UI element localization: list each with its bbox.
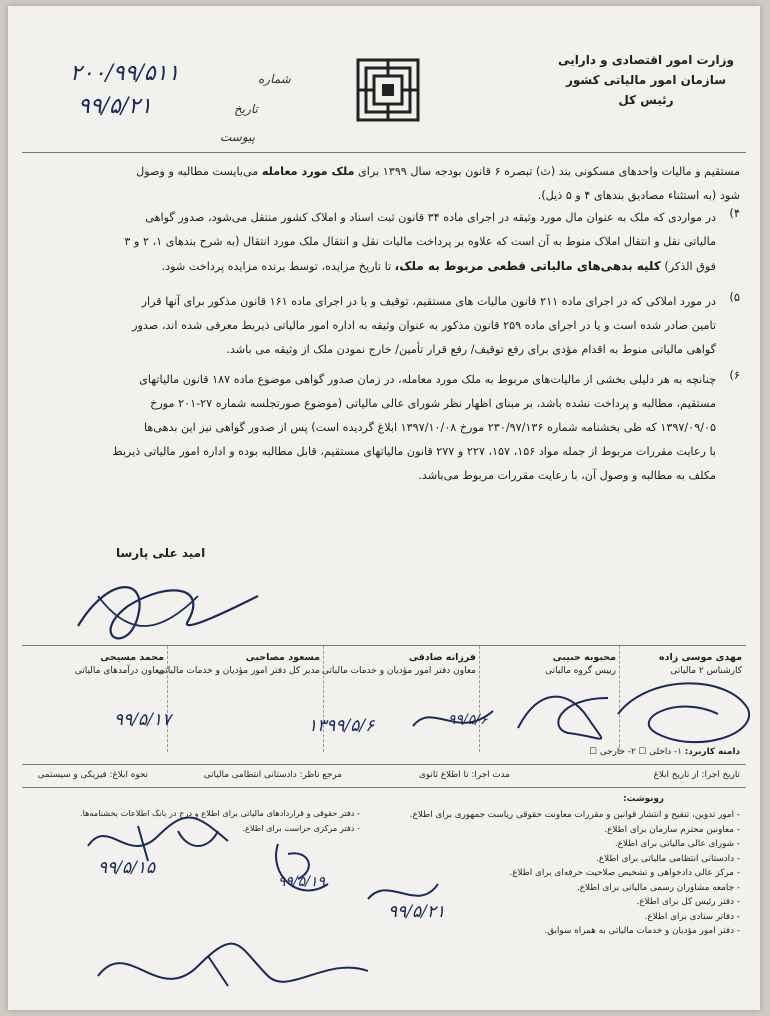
sign-cell-4-name: مسعود مصاحبی (245, 652, 320, 663)
cc-item-2: - معاونین محترم سازمان برای اطلاع. (604, 824, 740, 835)
bottom-scribble-4-icon (88, 936, 378, 1006)
item-5-line-1: در مورد املاکی که در اجرای ماده ۲۱۱ قانون مالیات های مستقیم، توقیف و یا در اجرای ماده ۱۶۱ قانون مذکور برای آنها قرار (141, 295, 716, 308)
validity-period: مدت اجرا: تا اطلاع ثانوی (418, 770, 510, 780)
info-row-top-line (22, 764, 746, 765)
sign-cell-3-name: فرزانه صادقی (409, 652, 476, 663)
signature-scribble-1-icon (608, 674, 758, 754)
item-6-paragraph (26, 368, 716, 488)
sign-cell-5-name: محمد مسیحی (100, 652, 164, 663)
handwritten-date-4: ۹۹/۵/۱۵ (98, 858, 156, 878)
cc-item-3: - شورای عالی مالیاتی برای اطلاع. (614, 839, 740, 849)
item-6-line-3: ۱۳۹۷/۰۹/۰۵ که طی بخشنامه شماره ۲۳۰/۹۷/۱۳۶ مورخ ۱۳۹۷/۱۰/۰۸ ابلاغ گردیده است) پس از صدور گواهی نیز این بدهی‌ها (143, 421, 716, 434)
intro-line-2: شود (به استثناء مصادیق بندهای ۴ و ۵ ذیل). (537, 189, 740, 202)
cc-item-1: - امور تدوین، تنقیح و انتشار قوانین و مقررات معاونت حقوقی ریاست جمهوری برای اطلاع. (409, 810, 740, 820)
ministry-heading (546, 50, 746, 110)
cc-item-4: - دادستانی انتظامی مالیاتی برای اطلاع. (596, 853, 740, 864)
sign-cell-1-name: مهدی موسی زاده (659, 652, 742, 663)
sign-cell-4-title: مدیر کل دفتر امور مؤدیان و خدمات مالیاتی (157, 666, 320, 676)
item-6-number: ۶) (729, 368, 740, 382)
sign-cell-3-title: معاون دفتر امور مؤدیان و خدمات مالیاتی (321, 666, 476, 676)
sign-cell-2-name: محبوبه حبیبی (552, 652, 616, 663)
item-5-line-2: تامین صادر شده است و یا در اجرای ماده ۲۵۹ قانون مذکور به عنوان وثیقه به اداره امور مالیاتی ذیربط معرفی شده اند، صدور (132, 319, 716, 332)
number-value: ۲۰۰/۹۹/۵۱۱ (70, 61, 180, 86)
classification-label: دامنه کاربرد: (684, 747, 740, 757)
item-5-number: ۵) (729, 290, 740, 304)
ministry-line-1: وزارت امور اقتصادی و دارایی (558, 53, 734, 67)
cc-item-5: - مرکز عالی دادخواهی و تشخیص صلاحیت حرفه‌ای برای اطلاع. (509, 868, 740, 878)
signatory-signature-icon (68, 566, 268, 646)
handwritten-date-3: ۹۹/۵/۶ (448, 712, 488, 728)
signature-scribble-2-icon (508, 678, 618, 748)
item-5-line-3: گواهی مالیاتی منوط به اقدام مؤدی برای رفع توقیف/ رفع قرار تأمین/ خارج نمودن ملک از وثیقه می باشد. (226, 343, 716, 356)
item-6-line-5: مکلف به مطالبه و وصول آن، با رعایت مقررات مربوط می‌باشد. (418, 469, 716, 482)
exec-date: تاریخ اجرا: از تاریخ ابلاغ (653, 770, 740, 780)
handwritten-date-2: ۱۳۹۹/۵/۶ (308, 716, 375, 736)
sign-cell-4 (157, 646, 324, 752)
handwritten-date-1: ۹۹/۵/۱۷ (114, 710, 172, 730)
item-4-line-3c: تا تاریخ مزایده، توسط برنده مزایده پرداخت شود. (161, 260, 392, 273)
item-4-line-1: در مواردی که ملک به عنوان مال مورد وثیقه در اجرای ماده ۳۴ قانون ثبت اسناد و املاک کشور منتقل می‌شود، صدور گواهی (145, 211, 716, 224)
item-4-line-3b: کلیه بدهی‌های مالیاتی قطعی مربوط به ملک، (394, 259, 661, 273)
cc-left-item-2: - دفتر مرکزی حراست برای اطلاع. (242, 822, 360, 833)
cc-item-6: - جامعه مشاوران رسمی مالیاتی برای اطلاع. (577, 882, 740, 893)
ministry-line-3: رئیس کل (618, 93, 674, 107)
item-6-line-1: چنانچه به هر دلیلی بخشی از مالیات‌های مربوط به ملک مورد معامله، در زمان صدور گواهی موضوع ماده ۱۸۷ قانون مالیاتهای (139, 373, 716, 386)
item-6-line-2: مستقیم، مطالبه و پرداخت نشده باشد، بر مبنای اظهار نظر شورای عالی مالیاتی (موضوع صورتجلسه شماره ۲۷-۲۰۱ مورخ (150, 397, 716, 410)
intro-paragraph (28, 160, 740, 208)
national-emblem-icon (356, 58, 420, 122)
cc-title: رونوشت: (623, 794, 664, 804)
cc-list-right (410, 808, 740, 939)
intro-line-1b: ملک مورد معامله (261, 165, 355, 178)
item-4-line-3a: فوق الذکر) (664, 260, 716, 273)
handwritten-date-5: ۹۹/۵/۱۹ (278, 874, 326, 890)
header-divider (22, 152, 746, 153)
ministry-line-2: سازمان امور مالیاتی کشور (565, 73, 726, 87)
intro-line-1c: می‌بایست مطالبه و وصول (136, 165, 259, 178)
intro-line-1a: مستقیم و مالیات واحدهای مسکونی بند (ث) تبصره ۶ قانون بودجه سال ۱۳۹۹ برای (358, 165, 740, 178)
info-row-bottom-line (22, 787, 746, 788)
sign-cell-2-title: رییس گروه مالیاتی (545, 666, 616, 676)
cc-item-8: - دفاتر ستادی برای اطلاع. (644, 911, 740, 922)
cc-item-9: - دفتر امور مؤدیان و خدمات مالیاتی به همراه سوابق. (544, 926, 740, 936)
classification-row (589, 747, 740, 757)
signatory-name: امید علی پارسا (116, 546, 206, 560)
ref-authority: مرجع ناظر: دادستانی انتظامی مالیاتی (203, 770, 342, 780)
item-5-paragraph (26, 290, 716, 362)
attachment-label: پیوست (220, 130, 255, 144)
delivery-method: نحوه ابلاغ: فیزیکی و سیستمی (37, 770, 148, 780)
date-value: ۹۹/۵/۲۱ (78, 94, 152, 119)
number-label: شماره (258, 72, 291, 86)
cc-item-7: - دفتر رئیس کل برای اطلاع. (636, 897, 740, 907)
date-label: تاریخ (234, 102, 258, 116)
handwritten-date-6: ۹۹/۵/۲۱ (388, 902, 446, 922)
sign-cell-1-title: کارشناس ۲ مالیاتی (670, 666, 742, 676)
item-6-line-4: با رعایت مقررات مربوط از جمله مواد ۱۵۶، ۱۵۷، ۲۲۷ و ۲۷۷ قانون مالیاتهای مستقیم، قابل مطالبه بوده و اداره امور مالیاتی ذیربط (112, 445, 716, 458)
item-4-paragraph (26, 206, 716, 279)
item-4-number: ۴) (729, 206, 740, 220)
sign-cell-5-title: معاون درآمدهای مالیاتی (74, 666, 164, 676)
cc-left-item-1: - دفتر حقوقی و قراردادهای مالیاتی برای اطلاع و درج در بانک اطلاعات بخشنامه‌ها. (80, 808, 360, 818)
item-4-line-2: مالیاتی نقل و انتقال املاک منوط به آن است که علاوه بر پرداخت مالیات نقل و انتقال ملک مورد انتقال (به شرح بندهای ۱، ۲ و ۳ (124, 235, 716, 248)
document-page (8, 6, 760, 1010)
sign-cell-5 (22, 646, 168, 752)
classification-options: ۱- داخلی ☐ ۲- خارجی ☐ (589, 747, 682, 757)
